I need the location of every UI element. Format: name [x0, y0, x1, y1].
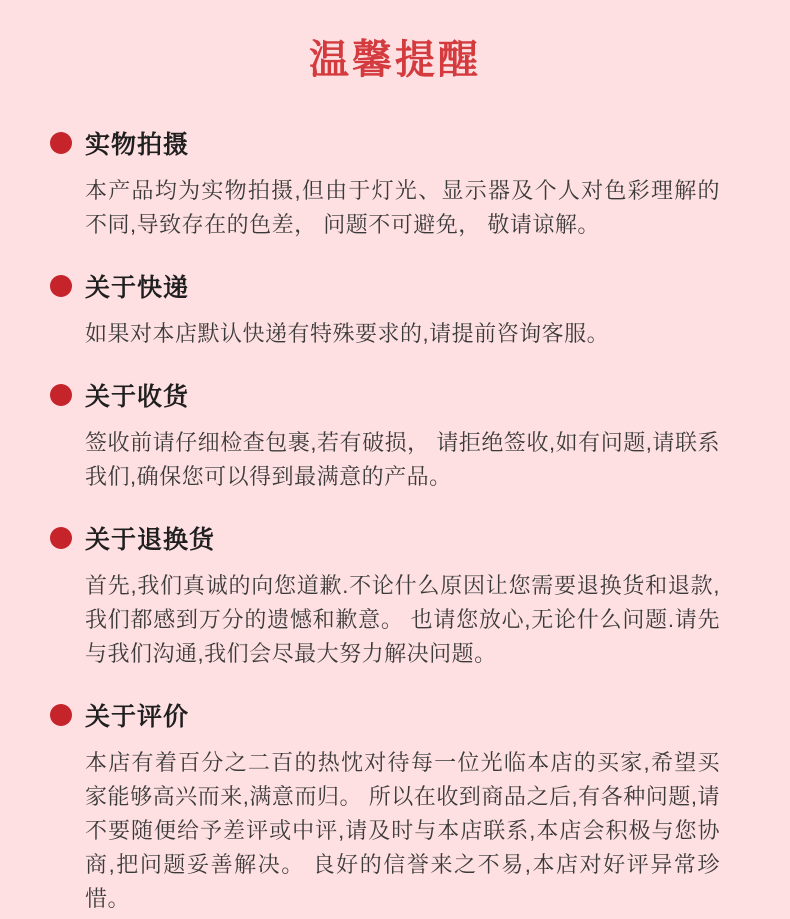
- section-heading: 关于快递: [85, 274, 190, 302]
- section-heading: 关于评价: [85, 703, 190, 731]
- section-real-photos: [0, 125, 790, 242]
- section-shipping: [0, 268, 790, 351]
- section-heading: 关于收货: [85, 383, 190, 411]
- section-body: 本产品均为实物拍摄,但由于灯光、显示器及个人对色彩理解的不同,导致存在的色差， 问题不可避免， 敬请谅解。: [85, 178, 720, 237]
- section-heading: 实物拍摄: [85, 131, 190, 159]
- section-body: 签收前请仔细检查包裹,若有破损， 请拒绝签收,如有问题,请联系我们,确保您可以得到最满意的产品。: [85, 430, 720, 489]
- section-receiving: [0, 377, 790, 494]
- section-header: [50, 268, 720, 304]
- section-header: [50, 697, 720, 733]
- section-reviews: [0, 697, 790, 916]
- section-body: 本店有着百分之二百的热忱对待每一位光临本店的买家,希望买家能够高兴而来,满意而归。 所以在收到商品之后,有各种问题,请不要随便给予差评或中评,请及时与本店联系,本店会积极与您协商,把问题妥善解决。 良好的信誉来之不易,本店对好评异常珍惜。: [85, 750, 720, 911]
- section-heading: 关于退换货: [85, 526, 216, 554]
- red-dot-bullet-icon: [50, 384, 72, 406]
- red-dot-bullet-icon: [50, 132, 72, 154]
- red-dot-bullet-icon: [50, 527, 72, 549]
- red-dot-bullet-icon: [50, 275, 72, 297]
- section-returns: [0, 520, 790, 671]
- section-header: [50, 125, 720, 161]
- section-body: 首先,我们真诚的向您道歉.不论什么原因让您需要退换货和退款,我们都感到万分的遗憾和歉意。 也请您放心,无论什么问题.请先与我们沟通,我们会尽最大努力解决问题。: [85, 573, 720, 666]
- section-header: [50, 520, 720, 556]
- page-title: 温馨提醒: [309, 38, 481, 82]
- section-header: [50, 377, 720, 413]
- red-dot-bullet-icon: [50, 704, 72, 726]
- section-body: 如果对本店默认快递有特殊要求的,请提前咨询客服。: [85, 321, 610, 346]
